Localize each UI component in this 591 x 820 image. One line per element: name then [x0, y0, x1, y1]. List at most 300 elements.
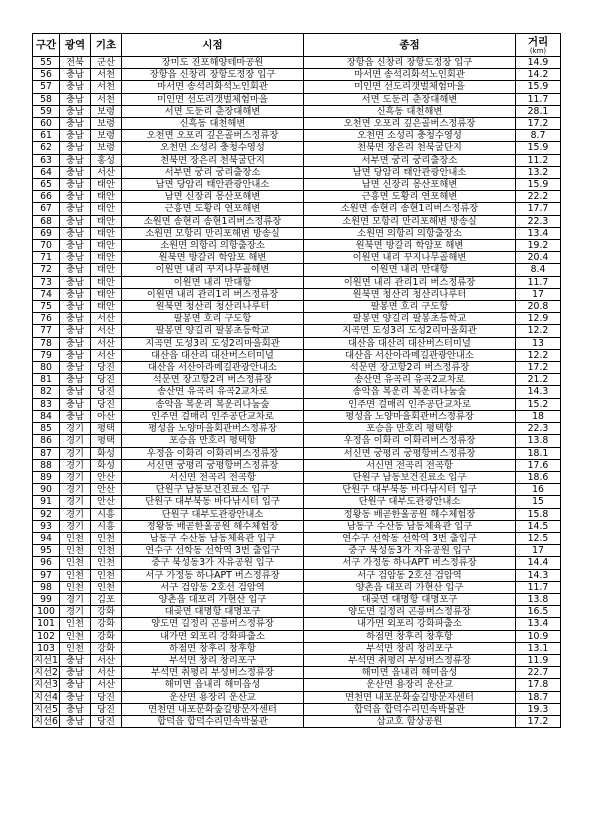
section-cell: 67: [33, 203, 60, 215]
local-cell: 인천: [91, 581, 122, 593]
section-cell: 68: [33, 215, 60, 227]
table-row: [33, 203, 561, 215]
distance-cell: 17.2: [516, 362, 561, 374]
start-point-cell: 팔봉면 호리 구도항: [122, 313, 304, 325]
table-row: [33, 130, 561, 142]
section-cell: 56: [33, 69, 60, 81]
table-row: [33, 435, 561, 447]
end-point-cell: 대산읍 서산아라메길관광안내소: [304, 349, 516, 361]
region-cell: 충남: [60, 349, 91, 361]
start-point-cell: 송악읍 복운리 복운리나눔숲: [122, 398, 304, 410]
end-point-cell: 양촌읍 대포리 가현산 입구: [304, 581, 516, 593]
local-cell: 시흥: [91, 520, 122, 532]
local-cell: 인천: [91, 569, 122, 581]
end-point-cell: 이원면 내리 만대항: [304, 264, 516, 276]
end-point-cell: 정왕동 배곧한울공원 해수체험장: [304, 508, 516, 520]
start-point-cell: 소원면 의항리 의항출장소: [122, 240, 304, 252]
distance-cell: 14.2: [516, 69, 561, 81]
section-cell: 64: [33, 166, 60, 178]
region-cell: 충남: [60, 227, 91, 239]
section-cell: 83: [33, 398, 60, 410]
end-point-cell: 부석면 취평리 부성버스정류장: [304, 654, 516, 666]
start-point-cell: 신흑동 대천해변: [122, 118, 304, 130]
local-cell: 서산: [91, 337, 122, 349]
local-cell: 안산: [91, 484, 122, 496]
distance-cell: 13: [516, 337, 561, 349]
region-cell: 충남: [60, 252, 91, 264]
distance-cell: 17: [516, 288, 561, 300]
end-point-cell: 서부면 궁리 궁리출장소: [304, 154, 516, 166]
section-cell: 90: [33, 484, 60, 496]
local-cell: 인천: [91, 532, 122, 544]
distance-cell: 18.7: [516, 691, 561, 703]
start-point-cell: 단원구 대부도관광안내소: [122, 508, 304, 520]
region-cell: 인천: [60, 545, 91, 557]
start-point-cell: 포승읍 만호리 평택항: [122, 435, 304, 447]
section-cell: 97: [33, 569, 60, 581]
distance-cell: 13.1: [516, 642, 561, 654]
end-point-cell: 남동구 수산동 남동체육관 입구: [304, 520, 516, 532]
table-row: [33, 264, 561, 276]
local-cell: 태안: [91, 240, 122, 252]
end-point-cell: 오천면 소성리 충청수영성: [304, 130, 516, 142]
region-cell: 충남: [60, 93, 91, 105]
table-row: [33, 581, 561, 593]
end-point-cell: 서신면 궁평리 궁평항버스정류장: [304, 447, 516, 459]
end-point-cell: 서구 검암동 2호선 검암역: [304, 569, 516, 581]
region-cell: 충남: [60, 679, 91, 691]
distance-cell: 14.3: [516, 569, 561, 581]
table-row: [33, 593, 561, 605]
end-point-cell: 천북면 장은리 천북굴단지: [304, 142, 516, 154]
local-cell: 화성: [91, 447, 122, 459]
region-cell: 인천: [60, 532, 91, 544]
region-cell: 충남: [60, 288, 91, 300]
end-point-cell: 소원면 의항리 의항출장소: [304, 227, 516, 239]
local-cell: 당진: [91, 715, 122, 727]
section-cell: 88: [33, 459, 60, 471]
distance-cell: 18.1: [516, 447, 561, 459]
start-point-cell: 이원면 내리 만대항: [122, 276, 304, 288]
distance-cell: 14.5: [516, 520, 561, 532]
region-cell: 경기: [60, 471, 91, 483]
table-row: [33, 81, 561, 93]
distance-cell: 15.9: [516, 81, 561, 93]
section-cell: 82: [33, 386, 60, 398]
header-distance: [516, 34, 561, 57]
start-point-cell: 석문면 장고항2리 버스정류장: [122, 374, 304, 386]
region-cell: 경기: [60, 447, 91, 459]
distance-cell: 22.2: [516, 191, 561, 203]
local-cell: 서산: [91, 667, 122, 679]
start-point-cell: 대곶면 대명항 대명포구: [122, 606, 304, 618]
start-point-cell: 마서면 송석리화석노인회관: [122, 81, 304, 93]
region-cell: 충남: [60, 154, 91, 166]
region-cell: 충남: [60, 325, 91, 337]
table-row: [33, 105, 561, 117]
local-cell: 보령: [91, 118, 122, 130]
distance-cell: 11.9: [516, 654, 561, 666]
region-cell: 충남: [60, 301, 91, 313]
section-cell: 지선4: [34, 691, 58, 703]
start-point-cell: 운산면 용장리 운산교: [122, 691, 304, 703]
section-cell: 87: [33, 447, 60, 459]
end-point-cell: 우정읍 이화리 이화리버스정류장: [304, 435, 516, 447]
end-point-cell: 원북면 청산리 청산리나루터: [304, 288, 516, 300]
section-cell: 지선6: [34, 715, 58, 727]
end-point-cell: 지곡면 도성3리 도성2리마을회관: [304, 325, 516, 337]
distance-cell: 22.3: [516, 423, 561, 435]
start-point-cell: 소원면 송현리 송현1리버스정류장: [122, 215, 304, 227]
region-cell: 충남: [60, 130, 91, 142]
start-point-cell: 서부면 궁리 궁리출장소: [122, 166, 304, 178]
start-point-cell: 중구 북성동3가 자유공원 입구: [122, 557, 304, 569]
start-point-cell: 이원면 내리 관리1리 버스정류장: [122, 288, 304, 300]
local-cell: 당진: [91, 362, 122, 374]
table-row: [33, 520, 561, 532]
region-cell: 경기: [60, 435, 91, 447]
table-row: [33, 118, 561, 130]
end-point-cell: 소원면 송현리 송현1리버스정류장: [304, 203, 516, 215]
section-cell: 61: [33, 130, 60, 142]
start-point-cell: 서신면 전곡리 전곡항: [122, 471, 304, 483]
table-body: [33, 57, 561, 728]
region-cell: 경기: [60, 593, 91, 605]
section-cell: 69: [33, 227, 60, 239]
distance-cell: 8.7: [516, 130, 561, 142]
table-row: [33, 667, 561, 679]
route-table: [32, 33, 561, 728]
table-row: [33, 69, 561, 81]
distance-cell: 11.2: [516, 154, 561, 166]
start-point-cell: 근흥면 도황리 연포해변: [122, 203, 304, 215]
local-cell: 태안: [91, 227, 122, 239]
table-row: [33, 447, 561, 459]
table-row: [33, 630, 561, 642]
local-cell: 서산: [91, 679, 122, 691]
distance-cell: 16.5: [516, 606, 561, 618]
distance-cell: 16: [516, 484, 561, 496]
end-point-cell: 남면 신장리 몽산포해변: [304, 179, 516, 191]
end-point-cell: 팔봉면 호리 구도항: [304, 301, 516, 313]
end-point-cell: 내가면 외포리 강화파출소: [304, 618, 516, 630]
section-cell: 94: [33, 532, 60, 544]
table-row: [33, 679, 561, 691]
section-cell: 76: [33, 313, 60, 325]
region-cell: 전북: [60, 57, 91, 69]
section-cell: 103: [33, 642, 60, 654]
start-point-cell: 남면 신장리 몽산포해변: [122, 191, 304, 203]
end-point-cell: 운산면 용장리 운산교: [304, 679, 516, 691]
distance-cell: 13.4: [516, 618, 561, 630]
table-row: [33, 349, 561, 361]
section-cell: 99: [33, 593, 60, 605]
start-point-cell: 대산읍 대산리 대산버스터미널: [122, 349, 304, 361]
start-point-cell: 이원면 내리 꾸지나무골해변: [122, 264, 304, 276]
distance-cell: 13.2: [516, 166, 561, 178]
table-row: [33, 362, 561, 374]
distance-cell: 18: [516, 410, 561, 422]
local-cell: 태안: [91, 179, 122, 191]
local-cell: 서천: [91, 69, 122, 81]
local-cell: 서산: [91, 325, 122, 337]
end-point-cell: 해미면 읍내리 해미읍성: [304, 667, 516, 679]
distance-cell: 20.8: [516, 301, 561, 313]
local-cell: 당진: [91, 703, 122, 715]
end-point-cell: 하점면 창후리 창후항: [304, 630, 516, 642]
region-cell: 경기: [60, 520, 91, 532]
local-cell: 보령: [91, 130, 122, 142]
start-point-cell: 송산면 유곡리 유곡2교차로: [122, 386, 304, 398]
distance-cell: 11.7: [516, 581, 561, 593]
section-cell: 63: [33, 154, 60, 166]
local-cell: 보령: [91, 142, 122, 154]
end-point-cell: 이원면 내리 관리1리 버스정류장: [304, 276, 516, 288]
section-cell: 102: [33, 630, 60, 642]
section-cell: 86: [33, 435, 60, 447]
section-cell: 지선5: [34, 703, 58, 715]
local-cell: 당진: [91, 691, 122, 703]
distance-cell: 12.9: [516, 313, 561, 325]
start-point-cell: 미인면 선도리갯벌체험마을: [122, 93, 304, 105]
end-point-cell: 단원구 남동보건진료소 입구: [304, 471, 516, 483]
section-cell: 80: [33, 362, 60, 374]
start-point-cell: 단원구 남동보건진료소 입구: [122, 484, 304, 496]
table-row: [33, 654, 561, 666]
section-cell: 59: [33, 105, 60, 117]
region-cell: 충남: [60, 203, 91, 215]
region-cell: 경기: [60, 423, 91, 435]
table-row: [33, 240, 561, 252]
table-row: [33, 215, 561, 227]
end-point-cell: 중구 북성동3가 자유공원 입구: [304, 545, 516, 557]
table-row: [33, 569, 561, 581]
end-point-cell: 송산면 유곡리 유곡2교차로: [304, 374, 516, 386]
header-section: 구간: [33, 34, 60, 57]
region-cell: 충남: [60, 81, 91, 93]
table-row: [33, 703, 561, 715]
distance-cell: 19.2: [516, 240, 561, 252]
table-row: [33, 618, 561, 630]
table-row: [33, 301, 561, 313]
section-cell: 93: [33, 520, 60, 532]
local-cell: 서산: [91, 166, 122, 178]
start-point-cell: 장미도 진포해양테마공원: [122, 57, 304, 69]
region-cell: 충남: [60, 715, 91, 727]
distance-cell: 12.2: [516, 349, 561, 361]
distance-cell: 11.7: [516, 93, 561, 105]
local-cell: 당진: [91, 398, 122, 410]
distance-cell: 17.7: [516, 203, 561, 215]
start-point-cell: 팔봉면 양길리 팔봉초등학교: [122, 325, 304, 337]
section-cell: 101: [33, 618, 60, 630]
table-row: [33, 93, 561, 105]
region-cell: 충남: [60, 313, 91, 325]
section-cell: 78: [33, 337, 60, 349]
header-distance-unit: (km): [529, 46, 547, 55]
region-cell: 충남: [60, 105, 91, 117]
table-row: [33, 374, 561, 386]
start-point-cell: 부석면 창리 창리포구: [122, 654, 304, 666]
start-point-cell: 우정읍 이화리 이화리버스정류장: [122, 447, 304, 459]
region-cell: 충남: [60, 166, 91, 178]
distance-cell: 17: [516, 545, 561, 557]
distance-cell: 13.8: [516, 593, 561, 605]
region-cell: 충남: [60, 667, 91, 679]
distance-cell: 10.9: [516, 630, 561, 642]
start-point-cell: 평성읍 노양마을회관버스정류장: [122, 423, 304, 435]
table-row: [33, 325, 561, 337]
end-point-cell: 부석면 창리 창리포구: [304, 642, 516, 654]
region-cell: 인천: [60, 569, 91, 581]
table-row: [33, 532, 561, 544]
distance-cell: 15: [516, 496, 561, 508]
end-point-cell: 송악읍 복운리 복운리나눔숲: [304, 386, 516, 398]
start-point-cell: 양촌읍 대포리 가현산 입구: [122, 593, 304, 605]
end-point-cell: 대산읍 대산리 대산버스터미널: [304, 337, 516, 349]
region-cell: 충남: [60, 410, 91, 422]
header-start: 시점: [122, 34, 304, 57]
local-cell: 화성: [91, 459, 122, 471]
distance-cell: 17.2: [516, 715, 561, 727]
distance-cell: 18.6: [516, 471, 561, 483]
local-cell: 평택: [91, 435, 122, 447]
distance-cell: 12.5: [516, 532, 561, 544]
distance-cell: 11.7: [516, 276, 561, 288]
section-cell: 70: [33, 240, 60, 252]
distance-cell: 14.3: [516, 386, 561, 398]
start-point-cell: 서신면 궁평리 궁평항버스정류장: [122, 459, 304, 471]
table-row: [33, 154, 561, 166]
start-point-cell: 오천면 소성리 충청수영성: [122, 142, 304, 154]
local-cell: 인천: [91, 557, 122, 569]
section-cell: 65: [33, 179, 60, 191]
end-point-cell: 단원구 대부북동 바다낚시터 입구: [304, 484, 516, 496]
distance-cell: 17.2: [516, 118, 561, 130]
end-point-cell: 남면 당암리 태안관광안내소: [304, 166, 516, 178]
start-point-cell: 서구 검암동 2호선 검암역: [122, 581, 304, 593]
local-cell: 강화: [91, 630, 122, 642]
region-cell: 인천: [60, 581, 91, 593]
section-cell: 62: [33, 142, 60, 154]
end-point-cell: 석문면 장고항2리 버스정류장: [304, 362, 516, 374]
section-cell: 55: [33, 57, 60, 69]
section-cell: 60: [33, 118, 60, 130]
distance-cell: 12.2: [516, 325, 561, 337]
table-row: [33, 557, 561, 569]
section-cell: 96: [33, 557, 60, 569]
start-point-cell: 남면 당암리 태안관광안내소: [122, 179, 304, 191]
region-cell: 인천: [60, 618, 91, 630]
end-point-cell: 장항읍 신창리 장항도정장 입구: [304, 57, 516, 69]
section-cell: 58: [33, 93, 60, 105]
end-point-cell: 서구 가정동 하나APT 버스정류장: [304, 557, 516, 569]
local-cell: 태안: [91, 288, 122, 300]
start-point-cell: 원북면 청산리 청산리나루터: [122, 301, 304, 313]
end-point-cell: 오천면 오포리 깊은골버스정류장: [304, 118, 516, 130]
end-point-cell: 팔봉면 양길리 팔봉초등학교: [304, 313, 516, 325]
region-cell: 충남: [60, 191, 91, 203]
distance-cell: 14.9: [516, 57, 561, 69]
end-point-cell: 단원구 대부도관광안내소: [304, 496, 516, 508]
local-cell: 인천: [91, 545, 122, 557]
start-point-cell: 면천면 내포문화숲길방문자센터: [122, 703, 304, 715]
region-cell: 충남: [60, 374, 91, 386]
start-point-cell: 남동구 수산동 남동체육관 입구: [122, 532, 304, 544]
section-cell: 57: [33, 81, 60, 93]
table-row: [33, 691, 561, 703]
local-cell: 태안: [91, 264, 122, 276]
table-row: [33, 423, 561, 435]
header-local: 기초: [91, 34, 122, 57]
local-cell: 안산: [91, 496, 122, 508]
table-row: [33, 142, 561, 154]
start-point-cell: 서면 도둔리 춘장대해변: [122, 105, 304, 117]
table-row: [33, 496, 561, 508]
local-cell: 군산: [91, 57, 122, 69]
region-cell: 충남: [60, 691, 91, 703]
local-cell: 강화: [91, 606, 122, 618]
local-cell: 아산: [91, 410, 122, 422]
table-row: [33, 191, 561, 203]
header-end: 종점: [304, 34, 516, 57]
table-row: [33, 313, 561, 325]
section-cell: 지선1: [34, 654, 58, 666]
end-point-cell: 양도면 길정리 곤릉버스정류장: [304, 606, 516, 618]
section-cell: 84: [33, 410, 60, 422]
local-cell: 태안: [91, 276, 122, 288]
distance-cell: 15.2: [516, 398, 561, 410]
start-point-cell: 소원면 모항리 만리포해변 방송실: [122, 227, 304, 239]
end-point-cell: 합덕읍 합덕수리민속박물관: [304, 703, 516, 715]
local-cell: 당진: [91, 374, 122, 386]
table-row: [33, 471, 561, 483]
region-cell: 충남: [60, 215, 91, 227]
start-point-cell: 장항읍 신창리 장항도정장 입구: [122, 69, 304, 81]
local-cell: 서천: [91, 81, 122, 93]
start-point-cell: 원북면 방갈리 학암포 해변: [122, 252, 304, 264]
region-cell: 충남: [60, 69, 91, 81]
region-cell: 충남: [60, 654, 91, 666]
region-cell: 인천: [60, 630, 91, 642]
table-row: [33, 508, 561, 520]
table-row: [33, 398, 561, 410]
region-cell: 충남: [60, 240, 91, 252]
start-point-cell: 정왕동 배곧한울공원 해수체험장: [122, 520, 304, 532]
region-cell: 인천: [60, 642, 91, 654]
end-point-cell: 대곶면 대명항 대명포구: [304, 593, 516, 605]
table-row: [33, 606, 561, 618]
region-cell: 경기: [60, 459, 91, 471]
table-row: [33, 545, 561, 557]
distance-cell: 20.4: [516, 252, 561, 264]
local-cell: 보령: [91, 105, 122, 117]
section-cell: 92: [33, 508, 60, 520]
section-cell: 72: [33, 264, 60, 276]
distance-cell: 22.3: [516, 215, 561, 227]
distance-cell: 17.8: [516, 679, 561, 691]
region-cell: 경기: [60, 606, 91, 618]
distance-cell: 8.4: [516, 264, 561, 276]
start-point-cell: 서구 가정동 하나APT 버스정류장: [122, 569, 304, 581]
local-cell: 홍성: [91, 154, 122, 166]
section-cell: 95: [33, 545, 60, 557]
table-row: [33, 459, 561, 471]
section-cell: 85: [33, 423, 60, 435]
local-cell: 태안: [91, 203, 122, 215]
region-cell: 충남: [60, 386, 91, 398]
section-cell: 지선3: [34, 679, 58, 691]
